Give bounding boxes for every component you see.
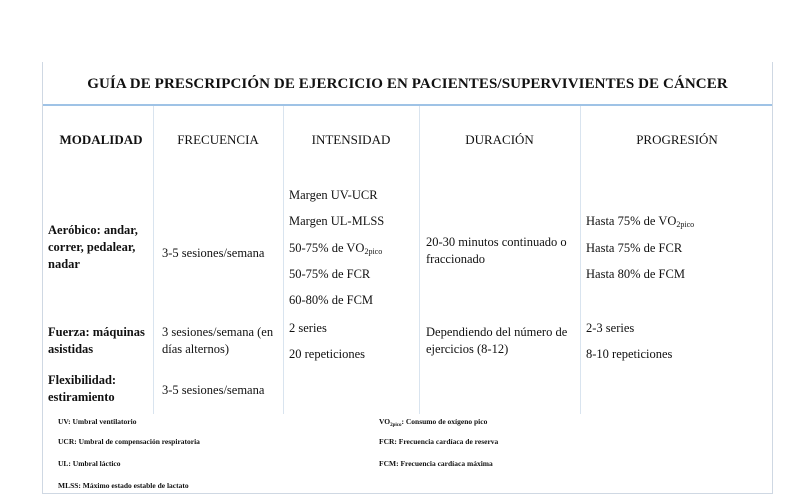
progresion-vo2-text: Hasta 75% de VO	[586, 214, 677, 228]
column-divider	[283, 106, 284, 414]
intensidad-aerobico-item: Margen UV-UCR	[289, 188, 378, 202]
header-intensidad: INTENSIDAD	[311, 132, 391, 147]
duracion-aerobico: 20-30 minutos continuado o fraccionado	[426, 235, 567, 266]
footnote-fcm: FCM: Frecuencia cardíaca máxima	[379, 459, 493, 468]
modalidad-fuerza: Fuerza: máquinas asistidas	[48, 325, 145, 356]
footnote-ul: UL: Umbral láctico	[58, 459, 121, 468]
intensidad-aerobico-item	[289, 241, 382, 256]
frecuencia-flexibilidad: 3-5 sesiones/semana	[162, 383, 265, 397]
column-divider	[153, 106, 154, 414]
column-divider	[580, 106, 581, 414]
intensidad-aerobico-item: 50-75% de FCR	[289, 267, 371, 281]
footnote-fcr: FCR: Frecuencia cardíaca de reserva	[379, 437, 499, 446]
duracion-fuerza: Dependiendo del número de ejercicios (8-12)	[426, 325, 568, 356]
exercise-guide-card	[42, 62, 773, 494]
frecuencia-fuerza: 3 sesiones/semana (en días alternos)	[162, 325, 274, 356]
intensidad-fuerza-item: 2 series	[289, 321, 327, 335]
intensidad-vo2-subscript: 2pico	[364, 247, 383, 256]
footnote-uv: UV: Umbral ventilatorio	[58, 417, 137, 426]
intensidad-vo2-text: 50-75% de VO	[289, 241, 365, 255]
intensidad-aerobico-item: 60-80% de FCM	[289, 293, 374, 307]
progresion-fuerza-item: 8-10 repeticiones	[586, 347, 673, 361]
intensidad-fuerza-item: 20 repeticiones	[289, 347, 366, 361]
footnote-vo2-definition: : Consumo de oxígeno pico	[401, 417, 488, 426]
modalidad-aerobico: Aeróbico: andar, correr, pedalear, nadar	[48, 223, 138, 271]
footnote-vo2	[379, 417, 487, 428]
footnote-vo2-subscript: 2pico	[390, 423, 402, 428]
footnote-mlss: MLSS: Máximo estado estable de lactato	[58, 481, 189, 490]
frecuencia-aerobico: 3-5 sesiones/semana	[162, 246, 265, 260]
progresion-aerobico-item: Hasta 80% de FCM	[586, 267, 685, 281]
header-frecuencia: FRECUENCIA	[177, 132, 259, 147]
header-modalidad: MODALIDAD	[59, 132, 143, 147]
modalidad-flexibilidad: Flexibilidad: estiramiento	[48, 373, 117, 404]
footnote-ucr: UCR: Umbral de compensación respiratoria	[58, 437, 200, 446]
intensidad-aerobico-item: Margen UL-MLSS	[289, 214, 385, 228]
progresion-aerobico-item	[586, 214, 694, 229]
header-duracion: DURACIÓN	[465, 132, 534, 147]
guide-title: GUÍA DE PRESCRIPCIÓN DE EJERCICIO EN PACIENTES/SUPERVIVIENTES DE CÁNCER	[87, 76, 728, 92]
progresion-fuerza-item: 2-3 series	[586, 321, 635, 335]
footnote-vo2-text: VO	[379, 417, 391, 426]
progresion-vo2-subscript: 2pico	[676, 220, 695, 229]
column-divider	[419, 106, 420, 414]
header-progresion: PROGRESIÓN	[636, 132, 718, 147]
progresion-aerobico-item: Hasta 75% de FCR	[586, 241, 683, 255]
